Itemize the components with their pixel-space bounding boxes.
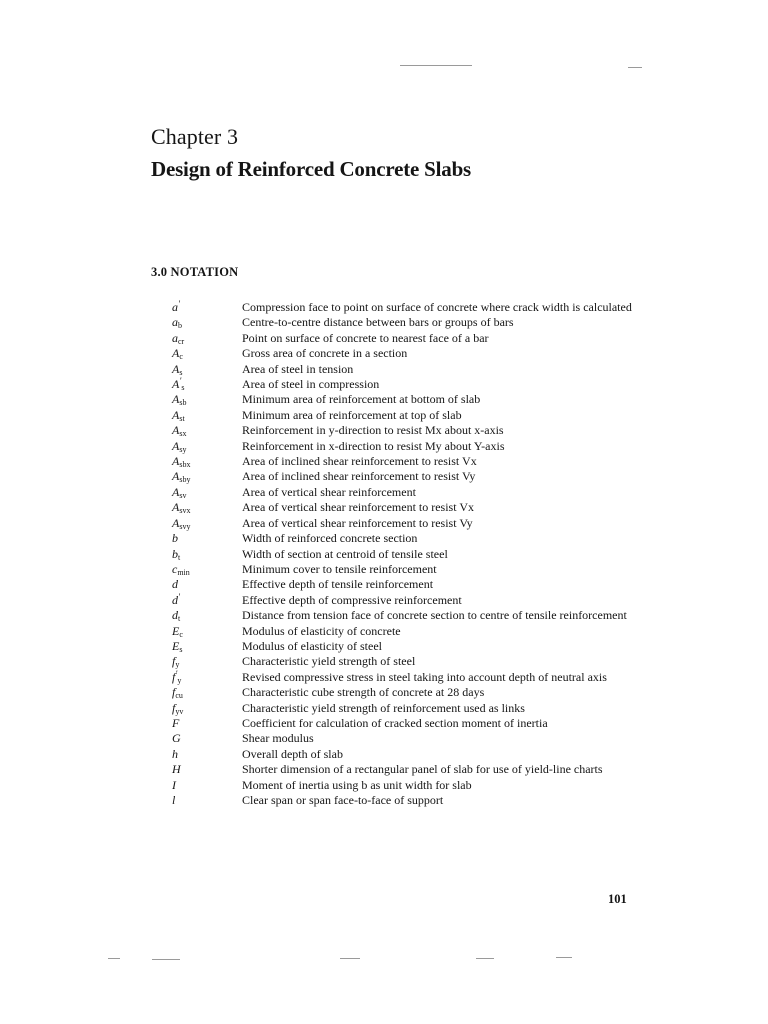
notation-row xyxy=(172,701,632,716)
symbol-prime: ′ xyxy=(178,591,180,602)
notation-symbol xyxy=(172,454,242,469)
symbol-prime: ′ xyxy=(178,299,180,309)
symbol-subscript: sb xyxy=(179,398,187,408)
symbol-base: A xyxy=(172,484,180,499)
notation-description: Modulus of elasticity of concrete xyxy=(242,623,401,638)
notation-symbol xyxy=(172,439,242,454)
notation-description: Compression face to point on surface of concrete where crack width is calculated xyxy=(242,300,632,314)
notation-row xyxy=(172,315,632,330)
notation-symbol xyxy=(172,562,242,577)
symbol-base: f xyxy=(172,685,176,700)
symbol-subscript: st xyxy=(179,413,185,423)
notation-description: Gross area of concrete in a section xyxy=(242,346,408,361)
chapter-title: Design of Reinforced Concrete Slabs xyxy=(151,157,472,181)
section-heading: 3.0 NOTATION xyxy=(151,265,239,279)
notation-description: Minimum area of reinforcement at bottom of slab xyxy=(242,392,481,407)
symbol-base: A xyxy=(172,515,180,530)
symbol-base: a xyxy=(172,315,178,330)
notation-row xyxy=(172,362,632,377)
notation-description: Width of reinforced concrete section xyxy=(242,531,418,546)
notation-description: Modulus of elasticity of steel xyxy=(242,638,382,653)
notation-row xyxy=(172,608,632,623)
symbol-subscript: s xyxy=(179,367,183,377)
notation-row xyxy=(172,531,632,546)
notation-row xyxy=(172,423,632,438)
symbol-subscript: cr xyxy=(178,336,185,346)
scan-mark-bottom-2 xyxy=(152,959,180,960)
symbol-subscript: svy xyxy=(179,521,191,531)
notation-row xyxy=(172,469,632,484)
notation-row xyxy=(172,300,632,315)
notation-description: Revised compressive stress in steel taking into account depth of neutral axis xyxy=(242,669,607,684)
notation-description: Point on surface of concrete to nearest face of a bar xyxy=(242,330,489,345)
symbol-base: H xyxy=(172,762,181,777)
notation-symbol xyxy=(172,685,242,700)
notation-symbol xyxy=(172,516,242,531)
notation-description: Overall depth of slab xyxy=(242,746,343,761)
notation-symbol xyxy=(172,315,242,330)
scan-mark-top xyxy=(400,65,472,66)
notation-row xyxy=(172,500,632,515)
page-number: 101 xyxy=(608,892,627,906)
notation-symbol xyxy=(172,731,242,746)
notation-description: Area of vertical shear reinforcement to resist Vy xyxy=(242,515,473,530)
notation-row xyxy=(172,624,632,639)
symbol-base: l xyxy=(172,793,176,807)
notation-row xyxy=(172,685,632,700)
symbol-base: A xyxy=(172,423,180,438)
notation-symbol xyxy=(172,423,242,438)
symbol-base: G xyxy=(172,731,181,746)
notation-row xyxy=(172,654,632,669)
symbol-base: b xyxy=(172,546,178,561)
symbol-subscript: cu xyxy=(175,691,183,701)
notation-description: Distance from tension face of concrete section to centre of tensile reinforcement xyxy=(242,608,627,623)
symbol-subscript: sby xyxy=(179,475,191,485)
notation-description: Coefficient for calculation of cracked section moment of inertia xyxy=(242,715,548,730)
symbol-prime: ′ xyxy=(179,376,182,387)
notation-symbol xyxy=(172,654,242,669)
symbol-subscript: svx xyxy=(179,506,191,516)
symbol-base: a xyxy=(172,300,178,314)
notation-row xyxy=(172,346,632,361)
notation-description: Centre-to-centre distance between bars or groups of bars xyxy=(242,315,514,330)
notation-description: Moment of inertia using b as unit width for slab xyxy=(242,777,472,792)
notation-description: Minimum area of reinforcement at top of slab xyxy=(242,407,462,422)
notation-description: Area of inclined shear reinforcement to resist Vy xyxy=(242,469,476,484)
notation-row xyxy=(172,593,632,608)
symbol-base: F xyxy=(172,715,180,730)
symbol-base: d xyxy=(172,592,178,607)
notation-description: Characteristic yield strength of steel xyxy=(242,654,416,669)
notation-row xyxy=(172,377,632,392)
symbol-subscript: sv xyxy=(179,490,187,500)
notation-symbol xyxy=(172,762,242,777)
symbol-base: c xyxy=(172,561,178,576)
notation-description: Effective depth of tensile reinforcement xyxy=(242,577,434,592)
symbol-subscript: s xyxy=(181,383,185,393)
symbol-subscript: sx xyxy=(179,429,187,439)
symbol-base: f xyxy=(172,669,176,684)
symbol-subscript: y xyxy=(175,660,180,670)
notation-row xyxy=(172,747,632,762)
symbol-base: A xyxy=(172,438,180,453)
notation-symbol xyxy=(172,485,242,500)
notation-row xyxy=(172,547,632,562)
symbol-base: E xyxy=(172,638,180,653)
notation-symbol xyxy=(172,469,242,484)
notation-description: Clear span or span face-to-face of support xyxy=(242,793,444,807)
symbol-base: A xyxy=(172,361,180,376)
notation-description: Area of steel in tension xyxy=(242,361,354,376)
symbol-base: A xyxy=(172,454,180,469)
notation-symbol xyxy=(172,701,242,716)
notation-row xyxy=(172,731,632,746)
notation-symbol xyxy=(172,377,242,392)
notation-symbol xyxy=(172,778,242,793)
notation-row xyxy=(172,670,632,685)
notation-row xyxy=(172,562,632,577)
chapter-label: Chapter 3 xyxy=(151,124,239,149)
notation-description: Minimum cover to tensile reinforcement xyxy=(242,561,437,576)
notation-description: Reinforcement in x-direction to resist My about Y-axis xyxy=(242,438,505,453)
scan-mark-bottom-4 xyxy=(476,958,494,959)
notation-row xyxy=(172,716,632,731)
notation-row xyxy=(172,516,632,531)
notation-symbol xyxy=(172,531,242,546)
notation-description: Shear modulus xyxy=(242,731,314,746)
symbol-base: A xyxy=(172,377,180,392)
scan-mark-bottom-5 xyxy=(556,957,572,958)
symbol-subscript: y xyxy=(177,675,182,685)
symbol-base: b xyxy=(172,531,178,546)
symbol-subscript: c xyxy=(179,629,183,639)
symbol-subscript: c xyxy=(179,352,183,362)
notation-symbol xyxy=(172,547,242,562)
notation-description: Shorter dimension of a rectangular panel of slab for use of yield-line charts xyxy=(242,762,603,777)
symbol-base: A xyxy=(172,469,180,484)
symbol-subscript: b xyxy=(178,321,182,331)
notation-description: Characteristic cube strength of concrete at 28 days xyxy=(242,685,485,700)
notation-row xyxy=(172,577,632,592)
notation-description: Reinforcement in y-direction to resist Mx about x-axis xyxy=(242,423,504,438)
symbol-subscript: t xyxy=(178,552,181,562)
notation-symbol xyxy=(172,670,242,685)
notation-row xyxy=(172,392,632,407)
symbol-base: d xyxy=(172,608,178,623)
symbol-base: A xyxy=(172,346,180,361)
symbol-subscript: sbx xyxy=(179,460,191,470)
symbol-subscript: s xyxy=(179,644,183,654)
notation-row xyxy=(172,408,632,423)
notation-symbol xyxy=(172,639,242,654)
symbol-base: A xyxy=(172,392,180,407)
notation-row xyxy=(172,454,632,469)
symbol-subscript: t xyxy=(178,614,181,624)
notation-description: Area of vertical shear reinforcement to resist Vx xyxy=(242,500,475,515)
symbol-base: E xyxy=(172,623,180,638)
symbol-subscript: min xyxy=(177,567,190,577)
symbol-base: f xyxy=(172,654,176,669)
notation-row xyxy=(172,439,632,454)
symbol-base: f xyxy=(172,700,176,715)
notation-symbol xyxy=(172,392,242,407)
symbol-base: a xyxy=(172,330,178,345)
notation-list xyxy=(172,300,632,808)
notation-row xyxy=(172,331,632,346)
notation-description: Width of section at centroid of tensile steel xyxy=(242,546,448,561)
symbol-prime: ′ xyxy=(175,668,178,679)
notation-description: Characteristic yield strength of reinforcement used as links xyxy=(242,700,525,715)
notation-row xyxy=(172,639,632,654)
notation-symbol xyxy=(172,331,242,346)
scan-mark-bottom-3 xyxy=(340,958,360,959)
notation-symbol xyxy=(172,362,242,377)
scan-mark-top-right xyxy=(628,67,642,68)
notation-symbol xyxy=(172,577,242,592)
symbol-base: d xyxy=(172,577,178,592)
notation-symbol xyxy=(172,593,242,608)
notation-symbol xyxy=(172,747,242,762)
notation-row xyxy=(172,793,632,808)
notation-symbol xyxy=(172,608,242,623)
symbol-subscript: sy xyxy=(179,444,187,454)
symbol-base: h xyxy=(172,746,178,761)
notation-description: Area of inclined shear reinforcement to resist Vx xyxy=(242,454,477,469)
notation-row xyxy=(172,762,632,777)
notation-description: Area of steel in compression xyxy=(242,377,380,392)
notation-symbol xyxy=(172,624,242,639)
notation-row xyxy=(172,778,632,793)
symbol-base: I xyxy=(172,777,176,792)
notation-symbol xyxy=(172,500,242,515)
notation-symbol xyxy=(172,408,242,423)
scan-mark-bottom-1 xyxy=(108,958,120,959)
symbol-base: A xyxy=(172,500,180,515)
symbol-base: A xyxy=(172,407,180,422)
notation-symbol xyxy=(172,793,242,808)
notation-symbol xyxy=(172,716,242,731)
notation-symbol xyxy=(172,346,242,361)
notation-description: Area of vertical shear reinforcement xyxy=(242,484,416,499)
notation-description: Effective depth of compressive reinforcement xyxy=(242,592,462,607)
notation-symbol xyxy=(172,300,242,315)
symbol-subscript: yv xyxy=(175,706,184,716)
notation-row xyxy=(172,485,632,500)
